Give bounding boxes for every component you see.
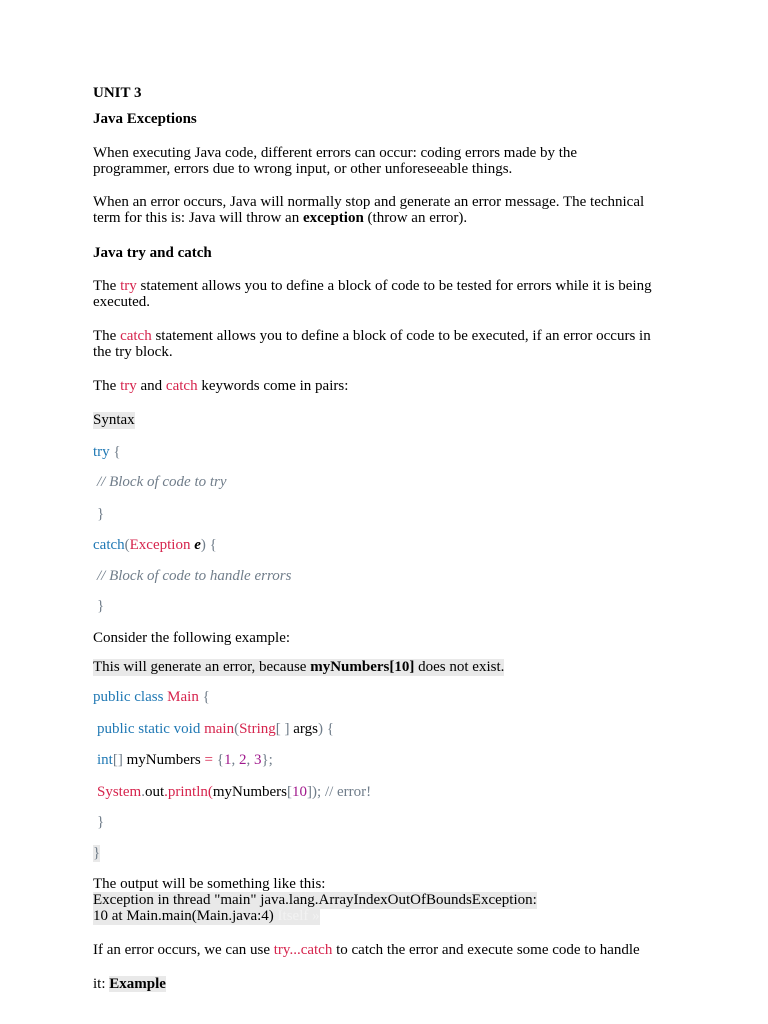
code-type: int (97, 752, 113, 768)
code-line-array (97, 752, 273, 769)
code-method-name: main (204, 721, 235, 737)
code-punct: [ (287, 784, 293, 800)
exception-term: exception (302, 210, 364, 226)
code-punct: ]); // error! (307, 784, 372, 800)
syntax-label: Syntax (93, 412, 135, 428)
text: keywords come in pairs: (197, 378, 349, 394)
code-line-class (93, 689, 210, 706)
code-keyword: public class (93, 689, 164, 705)
example-heading: Example (109, 976, 166, 992)
output-faint-text: Itself » (277, 908, 320, 924)
code-type: Exception (129, 537, 191, 553)
code-punct: , (231, 752, 236, 768)
code-line-println (97, 784, 371, 801)
text: term for this is: Java will throw an (93, 210, 303, 226)
code-number: 10 (292, 784, 308, 800)
syntax-line-catch (93, 537, 217, 554)
code-punct: ( (124, 537, 130, 553)
catch-paragraph-line-1 (93, 328, 651, 345)
code-number: 2 (238, 752, 247, 768)
output-text: 10 at Main.main(Main.java:4) (93, 908, 274, 924)
try-keyword: try (120, 378, 137, 394)
code-number: 3 (253, 752, 262, 768)
pairs-paragraph (93, 378, 348, 395)
intro-paragraph-1-line-2: programmer, errors due to wrong input, or other unforeseeable things. (93, 161, 513, 177)
try-paragraph-line-2: executed. (93, 294, 151, 310)
code-reference: myNumbers[10] (310, 659, 415, 675)
code-class-name: System (97, 784, 142, 800)
code-punct: . (141, 784, 145, 800)
syntax-line-1 (93, 444, 121, 461)
output-line-2 (93, 908, 320, 925)
try-catch-keyword: try...catch (273, 942, 333, 958)
code-variable: e (194, 537, 201, 553)
catch-paragraph-line-2: the try block. (93, 344, 173, 360)
code-field: out (144, 784, 165, 800)
code-punct: ) { (200, 537, 217, 553)
syntax-close-brace: } (97, 598, 105, 614)
syntax-close-brace: } (97, 506, 105, 522)
code-punct: , (246, 752, 251, 768)
example-note (93, 659, 504, 676)
code-type: String (239, 721, 276, 737)
intro-paragraph-2-line-2 (93, 210, 467, 227)
code-punct: { (109, 444, 121, 460)
code-keyword: try (93, 444, 110, 460)
code-punct: [] (112, 752, 123, 768)
catch-keyword: catch (120, 328, 152, 344)
try-keyword: try (120, 278, 137, 294)
code-close-brace: } (93, 845, 101, 861)
try-paragraph-line-1 (93, 278, 652, 295)
code-method-name: .println( (164, 784, 213, 800)
text: and (136, 378, 166, 394)
code-line-main (97, 721, 334, 738)
code-punct: { (216, 752, 224, 768)
text: The (93, 278, 121, 294)
closing-line-2 (93, 976, 166, 993)
output-line-1: Exception in thread "main" java.lang.ArrayIndexOutOfBoundsException: (93, 892, 537, 908)
code-operator: = (204, 752, 213, 768)
code-number: 1 (223, 752, 232, 768)
unit-label: UNIT 3 (93, 85, 142, 101)
text: does not exist. (414, 659, 505, 675)
code-variable: myNumbers (212, 784, 288, 800)
text: If an error occurs, we can use (93, 942, 274, 958)
text: statement allows you to define a block of code to be tested for errors while it is being (136, 278, 652, 294)
syntax-comment-catch: // Block of code to handle errors (97, 568, 292, 584)
intro-paragraph-2-line-1: When an error occurs, Java will normally stop and generate an error message. The technical (93, 194, 645, 210)
text: The (93, 328, 121, 344)
code-keyword: public static void (97, 721, 201, 737)
text: it: (93, 976, 110, 992)
code-punct: ) { (318, 721, 334, 737)
syntax-comment-try: // Block of code to try (97, 474, 227, 490)
catch-keyword: catch (165, 378, 198, 394)
text: statement allows you to define a block of code to be executed, if an error occurs in (151, 328, 651, 344)
intro-paragraph-1-line-1: When executing Java code, different errors can occur: coding errors made by the (93, 145, 578, 161)
text: This will generate an error, because (93, 659, 311, 675)
section-heading-try-catch: Java try and catch (93, 245, 212, 261)
page-title: Java Exceptions (93, 111, 197, 127)
code-variable: args (293, 721, 318, 737)
code-punct: ( (234, 721, 240, 737)
code-close-brace: } (97, 814, 105, 830)
code-punct: [ ] (275, 721, 290, 737)
closing-line-1 (93, 942, 640, 959)
code-punct: }; (261, 752, 273, 768)
code-punct: { (202, 689, 210, 705)
code-keyword: catch (93, 537, 125, 553)
code-class-name: Main (167, 689, 199, 705)
text: The (93, 378, 121, 394)
code-variable: myNumbers (126, 752, 201, 768)
example-intro: Consider the following example: (93, 630, 291, 646)
text: to catch the error and execute some code to handle (332, 942, 640, 958)
text: (throw an error). (363, 210, 468, 226)
output-intro: The output will be something like this: (93, 876, 326, 892)
